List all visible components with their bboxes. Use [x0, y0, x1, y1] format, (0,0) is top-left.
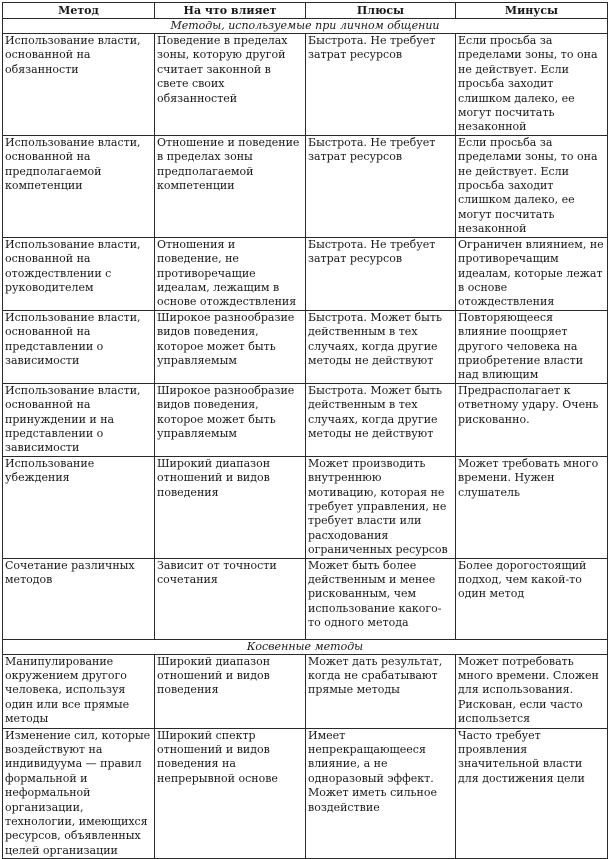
table-row	[3, 34, 608, 136]
cell-influence: Поведение в пределах зоны, которую другой считает законной в свете своих обязанностей	[155, 34, 306, 136]
cell-method: Сочетание различных методов	[3, 558, 155, 639]
header-influence: На что влияет	[155, 3, 306, 19]
cell-cons: Ограничен влиянием, не противоречащим идеалам, которые лежат в основе отождествления	[456, 237, 608, 310]
header-pros: Плюсы	[306, 3, 456, 19]
section-title-personal: Методы, используемые при личном общении	[3, 19, 608, 34]
section-row-personal	[3, 19, 608, 34]
cell-cons: Повторяющееся влияние поощряет другого человека на приобретение власти над влиющим	[456, 310, 608, 383]
section-row-indirect	[3, 639, 608, 654]
header-method: Метод	[3, 3, 155, 19]
cell-cons: Часто требует проявления значительной власти для достижения цели	[456, 728, 608, 859]
cell-influence: Широкий спектр отношений и видов поведения на непрерывной основе	[155, 728, 306, 859]
cell-method: Использование убеждения	[3, 456, 155, 558]
cell-pros: Быстрота. Не требует затрат ресурсов	[306, 237, 456, 310]
cell-cons: Предрасполагает к ответному удару. Очень рискованно.	[456, 383, 608, 456]
cell-method: Использование власти, основанной на принуждении и на представлении о зависимости	[3, 383, 155, 456]
table-row	[3, 237, 608, 310]
table-row	[3, 654, 608, 728]
cell-influence: Отношения и поведение, не противоречащие идеалам, лежащим в основе отождествления	[155, 237, 306, 310]
section-title-indirect: Косвенные методы	[3, 639, 608, 654]
cell-pros: Может быть более действенным и менее рискованным, чем использование какого-то одного метода	[306, 558, 456, 639]
cell-influence: Широкий диапазон отношений и видов поведения	[155, 654, 306, 728]
table-row	[3, 135, 608, 237]
cell-method: Использование власти, основанной на предполагаемой компетенции	[3, 135, 155, 237]
table-row	[3, 456, 608, 558]
cell-pros: Быстрота. Может быть действенным в тех случаях, когда другие методы не действуют	[306, 310, 456, 383]
table-row	[3, 310, 608, 383]
cell-pros: Может дать результат, когда не срабатывают прямые методы	[306, 654, 456, 728]
cell-method: Использование власти, основанной на отождествлении с руководителем	[3, 237, 155, 310]
table-row	[3, 383, 608, 456]
cell-cons: Может требовать много времени. Нужен слушатель	[456, 456, 608, 558]
document-page	[2, 2, 607, 859]
cell-pros: Быстрота. Может быть действенным в тех случаях, когда другие методы не действуют	[306, 383, 456, 456]
table-row	[3, 558, 608, 639]
cell-pros: Может производить внутреннюю мотивацию, которая не требует управления, не требует власти или расходования ограниченных ресурсов	[306, 456, 456, 558]
cell-influence: Широкое разнообразие видов поведения, которое может быть управляемым	[155, 310, 306, 383]
cell-influence: Широкое разнообразие видов поведения, которое может быть управляемым	[155, 383, 306, 456]
header-cons: Минусы	[456, 3, 608, 19]
cell-pros: Быстрота. Не требует затрат ресурсов	[306, 34, 456, 136]
cell-cons: Более дорогостоящий подход, чем какой-то один метод	[456, 558, 608, 639]
influence-methods-table	[2, 2, 608, 859]
header-row	[3, 3, 608, 19]
cell-cons: Если просьба за пределами зоны, то она не действует. Если просьба заходит слишком далеко, ее могут посчитать незаконной	[456, 34, 608, 136]
cell-influence: Широкий диапазон отношений и видов поведения	[155, 456, 306, 558]
cell-cons: Может потребовать много времени. Сложен для использования. Рискован, если часто использется	[456, 654, 608, 728]
cell-cons: Если просьба за пределами зоны, то она не действует. Если просьба заходит слишком далеко, ее могут посчитать незаконной	[456, 135, 608, 237]
cell-method: Использование власти, основанной на обязанности	[3, 34, 155, 136]
cell-pros: Быстрота. Не требует затрат ресурсов	[306, 135, 456, 237]
cell-method: Изменение сил, которые воздействуют на индивидуума — правил формальной и неформальной организации, технологии, имеющихся ресурсов, объявленных целей организации	[3, 728, 155, 859]
cell-method: Использование власти, основанной на представлении о зависимости	[3, 310, 155, 383]
table-row	[3, 728, 608, 859]
cell-method: Манипулирование окружением другого человека, используя один или все прямые методы	[3, 654, 155, 728]
cell-pros: Имеет непрекращающееся влияние, а не одноразовый эффект. Может иметь сильное воздействие	[306, 728, 456, 859]
cell-influence: Отношение и поведение в пределах зоны предполагаемой компетенции	[155, 135, 306, 237]
cell-influence: Зависит от точности сочетания	[155, 558, 306, 639]
